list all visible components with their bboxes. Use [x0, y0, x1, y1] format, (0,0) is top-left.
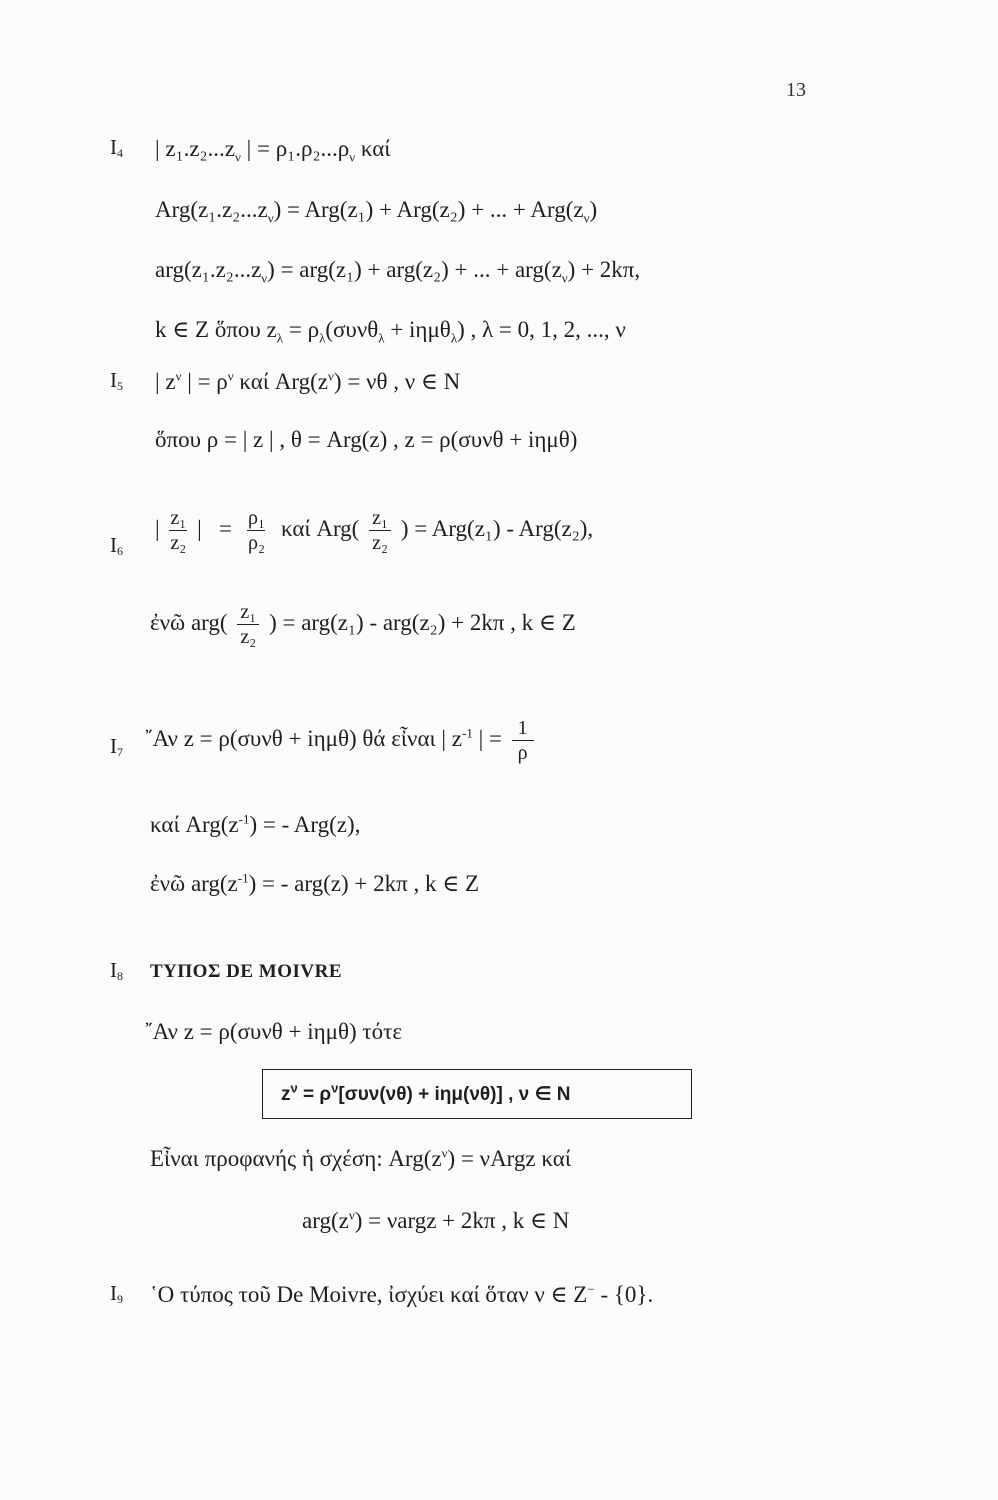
de-moivre-heading: ΤΥΠΟΣ DE MOIVRE — [150, 961, 342, 982]
abs-bar: | — [197, 515, 202, 541]
numerator: z₁ — [240, 601, 257, 623]
de-moivre-formula-box — [262, 1069, 692, 1119]
page-number: 13 — [786, 79, 806, 101]
abs-bar: | — [155, 515, 160, 541]
i6-line1 — [155, 508, 593, 553]
fraction-one-rho — [512, 718, 534, 763]
de-moivre-formula: $z^\nu = \rho^\nu[\sigma\upsilon\nu(\nu\theta) + i\eta\mu(\nu\theta)]$ , ν ∈ N — [281, 1080, 571, 1105]
i6-line2 — [150, 602, 576, 647]
label-i6 — [110, 535, 123, 556]
i5-line1: | $z^\nu$ | = $\rho^\nu$ καί $Arg(z^\nu) = \nu\theta$ , ν ∈ N — [155, 368, 461, 394]
arg-rhs2: ) = arg(z₁) - arg(z₂) + 2kπ , k ∈ Z — [269, 609, 576, 635]
label-sub: 7 — [117, 745, 123, 759]
i4-line3: $arg(z_1.z_2...z_\nu) = arg(z_1) + arg(z_2)$ + ... + $arg(z_\nu) + 2k\pi$, — [155, 257, 641, 286]
denominator: ρ — [517, 742, 528, 764]
kai-arg: καί Arg( — [280, 515, 360, 541]
label-sub: 6 — [117, 544, 123, 558]
label-sub: 8 — [117, 969, 123, 983]
fraction-z1-z2 — [369, 508, 391, 553]
i7-line3: ἐνῶ $arg(z^{-1})$ = - arg(z) + 2kπ , k ∈ Z — [150, 870, 480, 896]
numerator: ρ₁ — [247, 507, 265, 529]
denominator: ρ₂ — [247, 532, 265, 554]
fraction-rho1-rho2 — [247, 508, 265, 553]
i7-line1 — [145, 718, 538, 763]
label-sub: 4 — [117, 146, 123, 160]
label-i5 — [110, 370, 123, 391]
i4-line2: $Arg(z_1.z_2...z_\nu) = Arg(z_1) + Arg(z_2)$ + ... + $Arg(z_\nu)$ — [155, 197, 598, 226]
numerator: z₁ — [372, 507, 389, 529]
equals: = — [218, 515, 232, 541]
i8-line1: ῎Αν z = ρ(συνθ + iημθ) τότε — [145, 1019, 403, 1044]
label-base: I — [110, 533, 117, 557]
numerator: 1 — [517, 717, 528, 739]
i7-line2: καί $Arg(z^{-1})$ = - Arg(z), — [150, 811, 361, 837]
i8-line3: $arg(z^\nu)$ = νargz + 2kπ , k ∈ N — [302, 1207, 570, 1233]
fraction-z1-z2 — [169, 508, 187, 553]
i4-line1: | $z_1.z_2...z_\nu$ | = $\rho_1.\rho_2...\rho_\nu$ καί — [155, 136, 391, 165]
eno-arg: ἐνῶ arg( — [150, 609, 228, 635]
label-base: I — [110, 734, 117, 758]
label-i7 — [110, 736, 123, 757]
fraction-z1-z2 — [237, 602, 259, 647]
label-i9 — [110, 1283, 123, 1304]
numerator: z₁ — [170, 507, 187, 529]
arg-rhs: ) = Arg(z₁) - Arg(z₂), — [400, 515, 594, 541]
i9-line1: ῾Ο τύπος τοῦ De Moivre, ἰσχύει καί ὅταν ν ∈ Z− - {0}. — [150, 1281, 654, 1307]
label-base: I — [110, 958, 117, 982]
label-i4 — [110, 137, 123, 158]
denominator: z₂ — [372, 532, 389, 554]
label-i8 — [110, 960, 123, 981]
denominator: z₂ — [240, 626, 257, 648]
i4-line4: k ∈ Z ὅπου $z_\lambda = \rho_\lambda(\sigma\upsilon\nu\theta_\lambda + i\eta\mu\theta_\lambda)$ , λ = 0, 1, 2, ..., ν — [155, 317, 626, 346]
label-base: I — [110, 135, 117, 159]
label-sub: 5 — [117, 379, 123, 393]
label-base: I — [110, 1281, 117, 1305]
label-sub: 9 — [117, 1292, 123, 1306]
i5-line2: ὅπου ρ = | z | , θ = Arg(z) , z = ρ(συνθ + iημθ) — [155, 427, 578, 452]
i7-text: ῎Αν z = ρ(συνθ + iημθ) θά εἶναι | $z^{-1}$ | = — [145, 725, 502, 751]
label-base: I — [110, 368, 117, 392]
denominator: z₂ — [170, 532, 187, 554]
i8-line2: Εἶναι προφανής ἡ σχέση: $Arg(z^\nu)$ = νArgz καί — [150, 1145, 572, 1171]
